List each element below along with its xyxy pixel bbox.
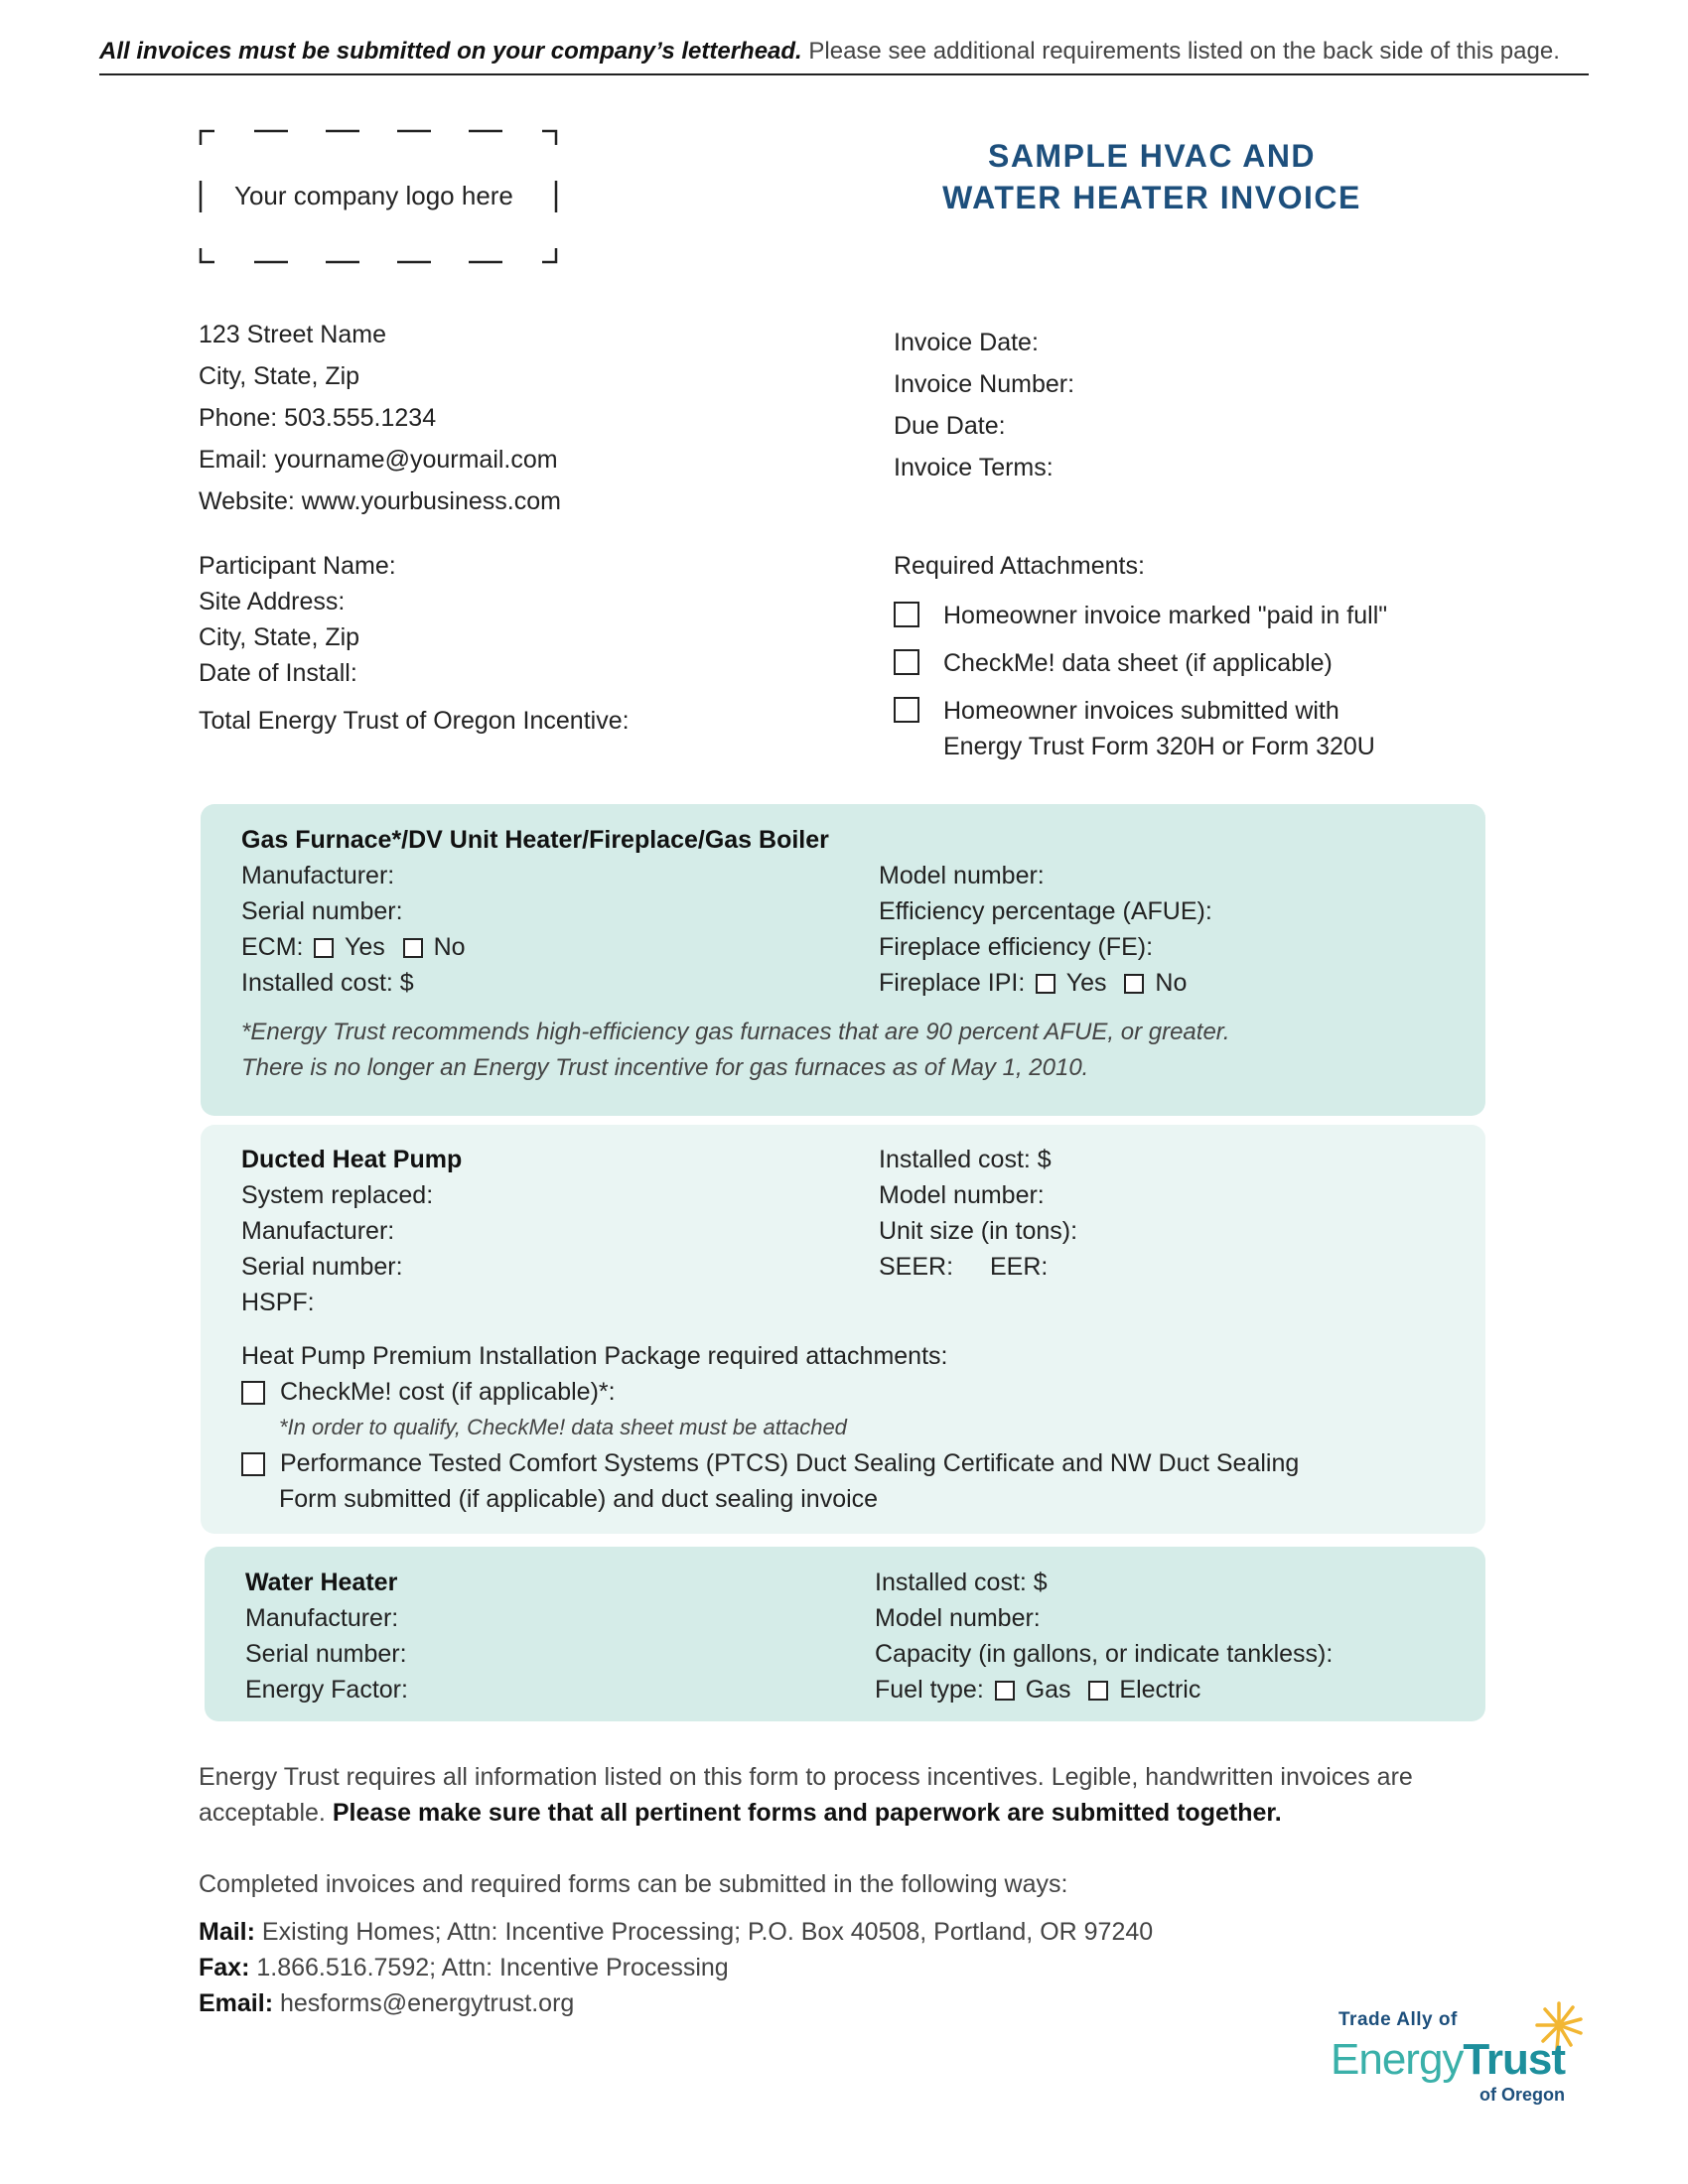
energy-trust-wordmark xyxy=(1331,2035,1565,2085)
unit-size-label: Unit size (in tons): xyxy=(879,1217,1078,1245)
water-heater-manufacturer-label: Manufacturer: xyxy=(245,1604,399,1632)
total-incentive-label: Total Energy Trust of Oregon Incentive: xyxy=(199,707,630,735)
company-logo-placeholder xyxy=(199,129,558,264)
furnace-model-label: Model number: xyxy=(879,862,1045,889)
submission-fax xyxy=(199,1950,729,1985)
submission-ways-heading: Completed invoices and required forms can be submitted in the following ways: xyxy=(199,1870,1068,1898)
mail-label: Mail: xyxy=(199,1918,255,1946)
fuel-electric-label: Electric xyxy=(1119,1676,1201,1704)
company-email: Email: yourname@yourmail.com xyxy=(199,446,558,474)
checkme-note: *In order to qualify, CheckMe! data sheet must be attached xyxy=(279,1415,847,1439)
submission-email xyxy=(199,1985,574,2021)
heat-pump-cost-label: Installed cost: $ xyxy=(879,1146,1052,1173)
ecm-no-label: No xyxy=(433,933,466,961)
requirements-line-2 xyxy=(199,1795,1282,1831)
submission-mail xyxy=(199,1914,1153,1950)
premium-package-heading: Heat Pump Premium Installation Package required attachments: xyxy=(241,1342,948,1370)
title-line-1: SAMPLE HVAC AND xyxy=(987,138,1317,174)
capacity-label: Capacity (in gallons, or indicate tankless): xyxy=(875,1640,1334,1668)
ipi-no-label: No xyxy=(1155,969,1188,997)
fuel-type-label: Fuel type: xyxy=(875,1676,984,1704)
letterhead-notice-rest: Please see additional requirements listed on the back side of this page. xyxy=(801,38,1560,65)
fireplace-ipi-field xyxy=(879,965,1187,1001)
invoice-date-label: Invoice Date: xyxy=(894,329,1039,356)
company-phone: Phone: 503.555.1234 xyxy=(199,404,437,432)
paid-in-full-checkbox[interactable] xyxy=(894,602,919,627)
homeowner-forms-line-1: Homeowner invoices submitted with xyxy=(943,697,1339,725)
fax-label: Fax: xyxy=(199,1954,250,1981)
wordmark-energy: Energy xyxy=(1331,2035,1464,2084)
energy-trust-logo xyxy=(1331,1995,1599,2115)
requirements-line-1: Energy Trust requires all information listed on this form to process incentives. Legible, handwritten invoices are xyxy=(199,1763,1413,1791)
heat-pump-serial-label: Serial number: xyxy=(241,1253,403,1281)
furnace-afue-label: Efficiency percentage (AFUE): xyxy=(879,897,1212,925)
email-address[interactable]: hesforms@energytrust.org xyxy=(273,1989,575,2017)
checkme-cost-row xyxy=(241,1374,616,1410)
furnace-note-line-2: There is no longer an Energy Trust incentive for gas furnaces as of May 1, 2010. xyxy=(241,1054,1089,1081)
energy-factor-label: Energy Factor: xyxy=(245,1676,408,1704)
paid-in-full-label: Homeowner invoice marked "paid in full" xyxy=(943,602,1388,629)
heat-pump-model-label: Model number: xyxy=(879,1181,1045,1209)
fireplace-fe-label: Fireplace efficiency (FE): xyxy=(879,933,1154,961)
letterhead-notice-bold: All invoices must be submitted on your company’s letterhead. xyxy=(99,38,802,65)
invoice-details-block xyxy=(894,322,1074,488)
ipi-label: Fireplace IPI: xyxy=(879,969,1026,997)
of-oregon-label: of Oregon xyxy=(1479,2085,1565,2105)
ecm-yes-label: Yes xyxy=(344,933,385,961)
wordmark-trust: Trust xyxy=(1463,2035,1565,2084)
homeowner-forms-checkbox[interactable] xyxy=(894,697,919,723)
ecm-label: ECM: xyxy=(241,933,304,961)
ecm-field xyxy=(241,929,466,965)
participant-block xyxy=(199,548,396,691)
homeowner-forms-line-2: Energy Trust Form 320H or Form 320U xyxy=(943,733,1375,760)
furnace-serial-label: Serial number: xyxy=(241,897,403,925)
company-street: 123 Street Name xyxy=(199,321,386,348)
top-divider xyxy=(99,73,1589,75)
heat-pump-manufacturer-label: Manufacturer: xyxy=(241,1217,395,1245)
ecm-yes-checkbox[interactable] xyxy=(314,938,334,958)
ipi-no-checkbox[interactable] xyxy=(1124,974,1144,994)
requirements-acceptable: acceptable. xyxy=(199,1799,333,1827)
mail-address: Existing Homes; Attn: Incentive Processing; P.O. Box 40508, Portland, OR 97240 xyxy=(254,1918,1154,1946)
ipi-yes-label: Yes xyxy=(1065,969,1107,997)
hspf-label: HSPF: xyxy=(241,1289,315,1316)
company-city: City, State, Zip xyxy=(199,362,360,390)
water-heater-cost-label: Installed cost: $ xyxy=(875,1569,1048,1596)
ecm-no-checkbox[interactable] xyxy=(403,938,423,958)
fuel-electric-checkbox[interactable] xyxy=(1088,1681,1108,1701)
install-date-label: Date of Install: xyxy=(199,659,357,687)
heat-pump-heading: Ducted Heat Pump xyxy=(241,1146,463,1173)
logo-placeholder-text: Your company logo here xyxy=(234,181,513,210)
checkme-cost-checkbox[interactable] xyxy=(241,1381,265,1405)
water-heater-serial-label: Serial number: xyxy=(245,1640,407,1668)
email-label: Email: xyxy=(199,1989,274,2017)
trade-ally-label: Trade Ally of xyxy=(1338,2009,1458,2030)
ptcs-label-line-1: Performance Tested Comfort Systems (PTCS) Duct Sealing Certificate and NW Duct Sealing xyxy=(279,1449,1300,1477)
document-title xyxy=(894,135,1410,218)
requirements-emphasis: Please make sure that all pertinent forms and paperwork are submitted together. xyxy=(332,1799,1282,1827)
participant-name-label: Participant Name: xyxy=(199,552,396,580)
company-website: Website: www.yourbusiness.com xyxy=(199,487,561,515)
furnace-manufacturer-label: Manufacturer: xyxy=(241,862,395,889)
system-replaced-label: System replaced: xyxy=(241,1181,434,1209)
invoice-number-label: Invoice Number: xyxy=(894,370,1075,398)
seer-label: SEER: xyxy=(879,1253,954,1281)
fuel-gas-label: Gas xyxy=(1025,1676,1071,1704)
furnace-note-line-1: *Energy Trust recommends high-efficiency gas furnaces that are 90 percent AFUE, or greater. xyxy=(241,1019,1230,1045)
water-heater-model-label: Model number: xyxy=(875,1604,1041,1632)
participant-city-label: City, State, Zip xyxy=(199,623,360,651)
ptcs-checkbox[interactable] xyxy=(241,1452,265,1476)
checkme-sheet-label: CheckMe! data sheet (if applicable) xyxy=(943,649,1333,677)
eer-label: EER: xyxy=(990,1253,1049,1281)
ptcs-row xyxy=(241,1445,1299,1481)
site-address-label: Site Address: xyxy=(199,588,346,615)
fuel-gas-checkbox[interactable] xyxy=(995,1681,1015,1701)
checkme-sheet-checkbox[interactable] xyxy=(894,649,919,675)
due-date-label: Due Date: xyxy=(894,412,1006,440)
checkme-cost-label: CheckMe! cost (if applicable)*: xyxy=(279,1378,616,1406)
letterhead-notice xyxy=(99,38,1589,66)
gas-furnace-heading: Gas Furnace*/DV Unit Heater/Fireplace/Gas Boiler xyxy=(241,826,829,854)
fax-number: 1.866.516.7592; Attn: Incentive Processing xyxy=(249,1954,729,1981)
homeowner-forms-label xyxy=(943,693,1375,764)
fuel-type-field xyxy=(875,1672,1200,1707)
water-heater-heading: Water Heater xyxy=(245,1569,398,1596)
furnace-cost-label: Installed cost: $ xyxy=(241,969,414,997)
title-line-2: WATER HEATER INVOICE xyxy=(942,180,1361,215)
ipi-yes-checkbox[interactable] xyxy=(1036,974,1055,994)
invoice-terms-label: Invoice Terms: xyxy=(894,454,1054,481)
required-attachments-heading: Required Attachments: xyxy=(894,552,1145,580)
company-address-block xyxy=(199,314,561,522)
ptcs-label-line-2: Form submitted (if applicable) and duct sealing invoice xyxy=(279,1485,879,1513)
